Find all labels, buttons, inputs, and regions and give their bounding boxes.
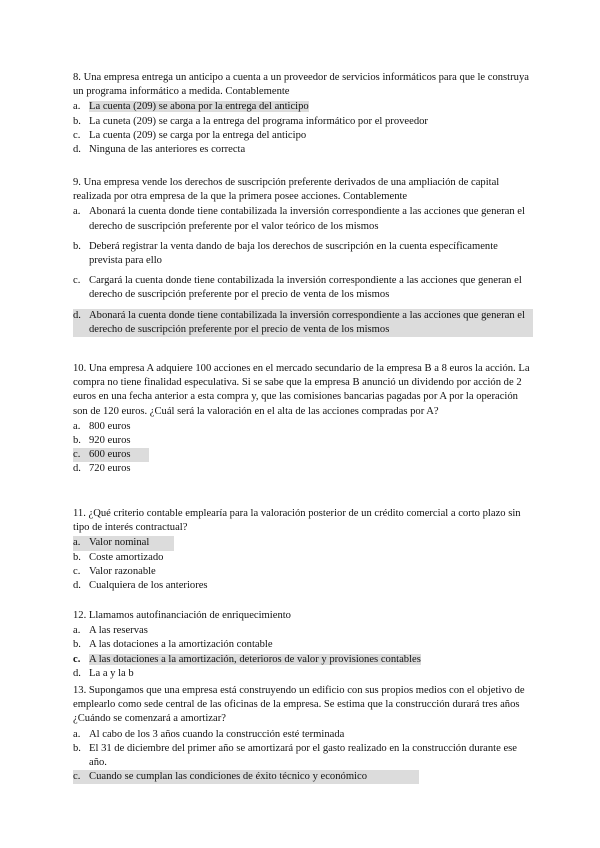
option-d[interactable] [73,462,533,476]
option-text: Cargará la cuenta donde tiene contabilizada la inversión correspondiente a las acciones que generan el derecho de suscripción preferente por el precio de venta de los mismos [89,275,522,301]
option-c[interactable] [73,653,533,667]
option-label: a. [73,537,81,549]
question-stem: 13. Supongamos que una empresa está construyendo un edificio con sus propios medios con el objetivo de emplearlo como sede central de las oficinas de la empresa. Se estima que la construcción durará tres años ¿Cuándo se comenzará a amortizar? [73,685,525,725]
question-stem: 8. Una empresa entrega un anticipo a cuenta a un proveedor de servicios informáticos para que le construya un programa informático a medida. Contablemente [73,72,529,98]
option-text: A las dotaciones a la amortización contable [89,639,273,651]
question-12 [73,609,533,681]
option-label: c. [73,653,81,665]
option-text: La a y la b [89,667,134,679]
option-a[interactable] [73,205,533,233]
question-stem: 12. Llamamos autofinanciación de enriquecimiento [73,610,291,621]
option-label: b. [73,639,81,651]
option-c[interactable] [73,274,533,302]
option-list [73,624,533,681]
option-text: 920 euros [89,435,131,447]
option-list [73,420,533,477]
option-label: d. [73,309,81,321]
option-a[interactable] [73,100,533,114]
option-label: d. [73,463,81,475]
option-text: La cuenta (209) se carga por la entrega del anticipo [89,129,307,141]
option-label: a. [73,420,81,432]
option-text: La cuenta (209) se abona por la entrega del anticipo [89,101,309,113]
option-text: Coste amortizado [89,551,164,563]
option-label: a. [73,101,81,113]
question-stem: 9. Una empresa vende los derechos de suscripción preferente derivados de una ampliación de capital realizada por otra empresa de la que la primera posee acciones. Contablemente [73,177,500,203]
option-b[interactable] [73,638,533,652]
option-b[interactable] [73,115,533,129]
option-text: 800 euros [89,420,131,432]
option-label: b. [73,435,81,447]
option-text: Cuando se cumplan las condiciones de éxito técnico y económico [89,771,368,783]
option-list [73,100,533,157]
option-c[interactable] [73,565,533,579]
option-a[interactable] [73,420,533,434]
option-b[interactable] [73,551,533,565]
option-text: Ninguna de las anteriores es correcta [89,144,246,156]
option-d[interactable] [73,143,533,157]
option-text: Abonará la cuenta donde tiene contabilizada la inversión correspondiente a las acciones que generan el derecho de suscripción preferente por el precio de venta de los mismos [89,309,525,335]
option-label: c. [73,565,81,577]
question-8 [73,71,533,157]
option-list [73,536,533,593]
option-text: Cualquiera de los anteriores [89,580,208,592]
option-label: d. [73,144,81,156]
option-a[interactable] [73,536,174,550]
option-text: 600 euros [89,449,131,461]
option-text: A las reservas [89,625,148,637]
option-b[interactable] [73,742,533,770]
option-label: d. [73,667,81,679]
option-text: La cuneta (209) se carga a la entrega del programa informático por el proveedor [89,115,428,127]
option-a[interactable] [73,728,533,742]
option-label: b. [73,115,81,127]
option-label: a. [73,625,81,637]
option-b[interactable] [73,240,533,268]
option-label: d. [73,580,81,592]
option-c[interactable] [73,129,533,143]
option-label: a. [73,728,81,740]
option-c[interactable] [73,448,149,462]
option-label: c. [73,275,81,287]
option-label: c. [73,129,81,141]
option-text: Al cabo de los 3 años cuando la construcción esté terminada [89,728,345,740]
option-label: c. [73,449,81,461]
option-d[interactable] [73,579,533,593]
option-text: Deberá registrar la venta dando de baja los derechos de suscripción en la cuenta específicamente prevista para ello [89,240,498,267]
option-text: 720 euros [89,463,131,475]
question-9 [73,176,533,337]
question-13 [73,684,533,784]
option-a[interactable] [73,624,533,638]
question-stem: 11. ¿Qué criterio contable emplearía para la valoración posterior de un crédito comercial a corto plazo sin tipo de interés contractual? [73,508,521,534]
option-label: a. [73,206,81,218]
option-text: El 31 de diciembre del primer año se amortizará por el gasto realizado en la construcción durante ese año. [89,742,517,769]
question-stem: 10. Una empresa A adquiere 100 acciones en el mercado secundario de la empresa B a 8 euros la acción. La compra no tiene finalidad especulativa. Si se sabe que la empresa B anunció un dividendo por acción de 2 euros en una fecha anterior a esta compra y, que las comisiones bancarias pagadas por A por la operación son de 120 euros. ¿Cuál será la valoración en el alta de las acciones compradas por A? [73,363,530,417]
option-label: c. [73,771,81,783]
option-b[interactable] [73,434,533,448]
option-list [73,728,533,785]
option-label: b. [73,742,81,754]
option-text: Abonará la cuenta donde tiene contabilizada la inversión correspondiente a las acciones que generan el derecho de suscripción preferente por el valor teórico de los mismos [89,206,525,232]
option-text: Valor razonable [89,565,156,577]
question-11 [73,507,533,593]
option-text: A las dotaciones a la amortización, deterioros de valor y provisiones contables [89,653,421,665]
option-c[interactable] [73,770,419,784]
question-10 [73,362,533,477]
option-d[interactable] [73,667,533,681]
option-list [73,205,533,337]
option-label: b. [73,240,81,252]
option-text: Valor nominal [89,537,150,549]
option-d[interactable] [73,309,533,337]
option-label: b. [73,551,81,563]
